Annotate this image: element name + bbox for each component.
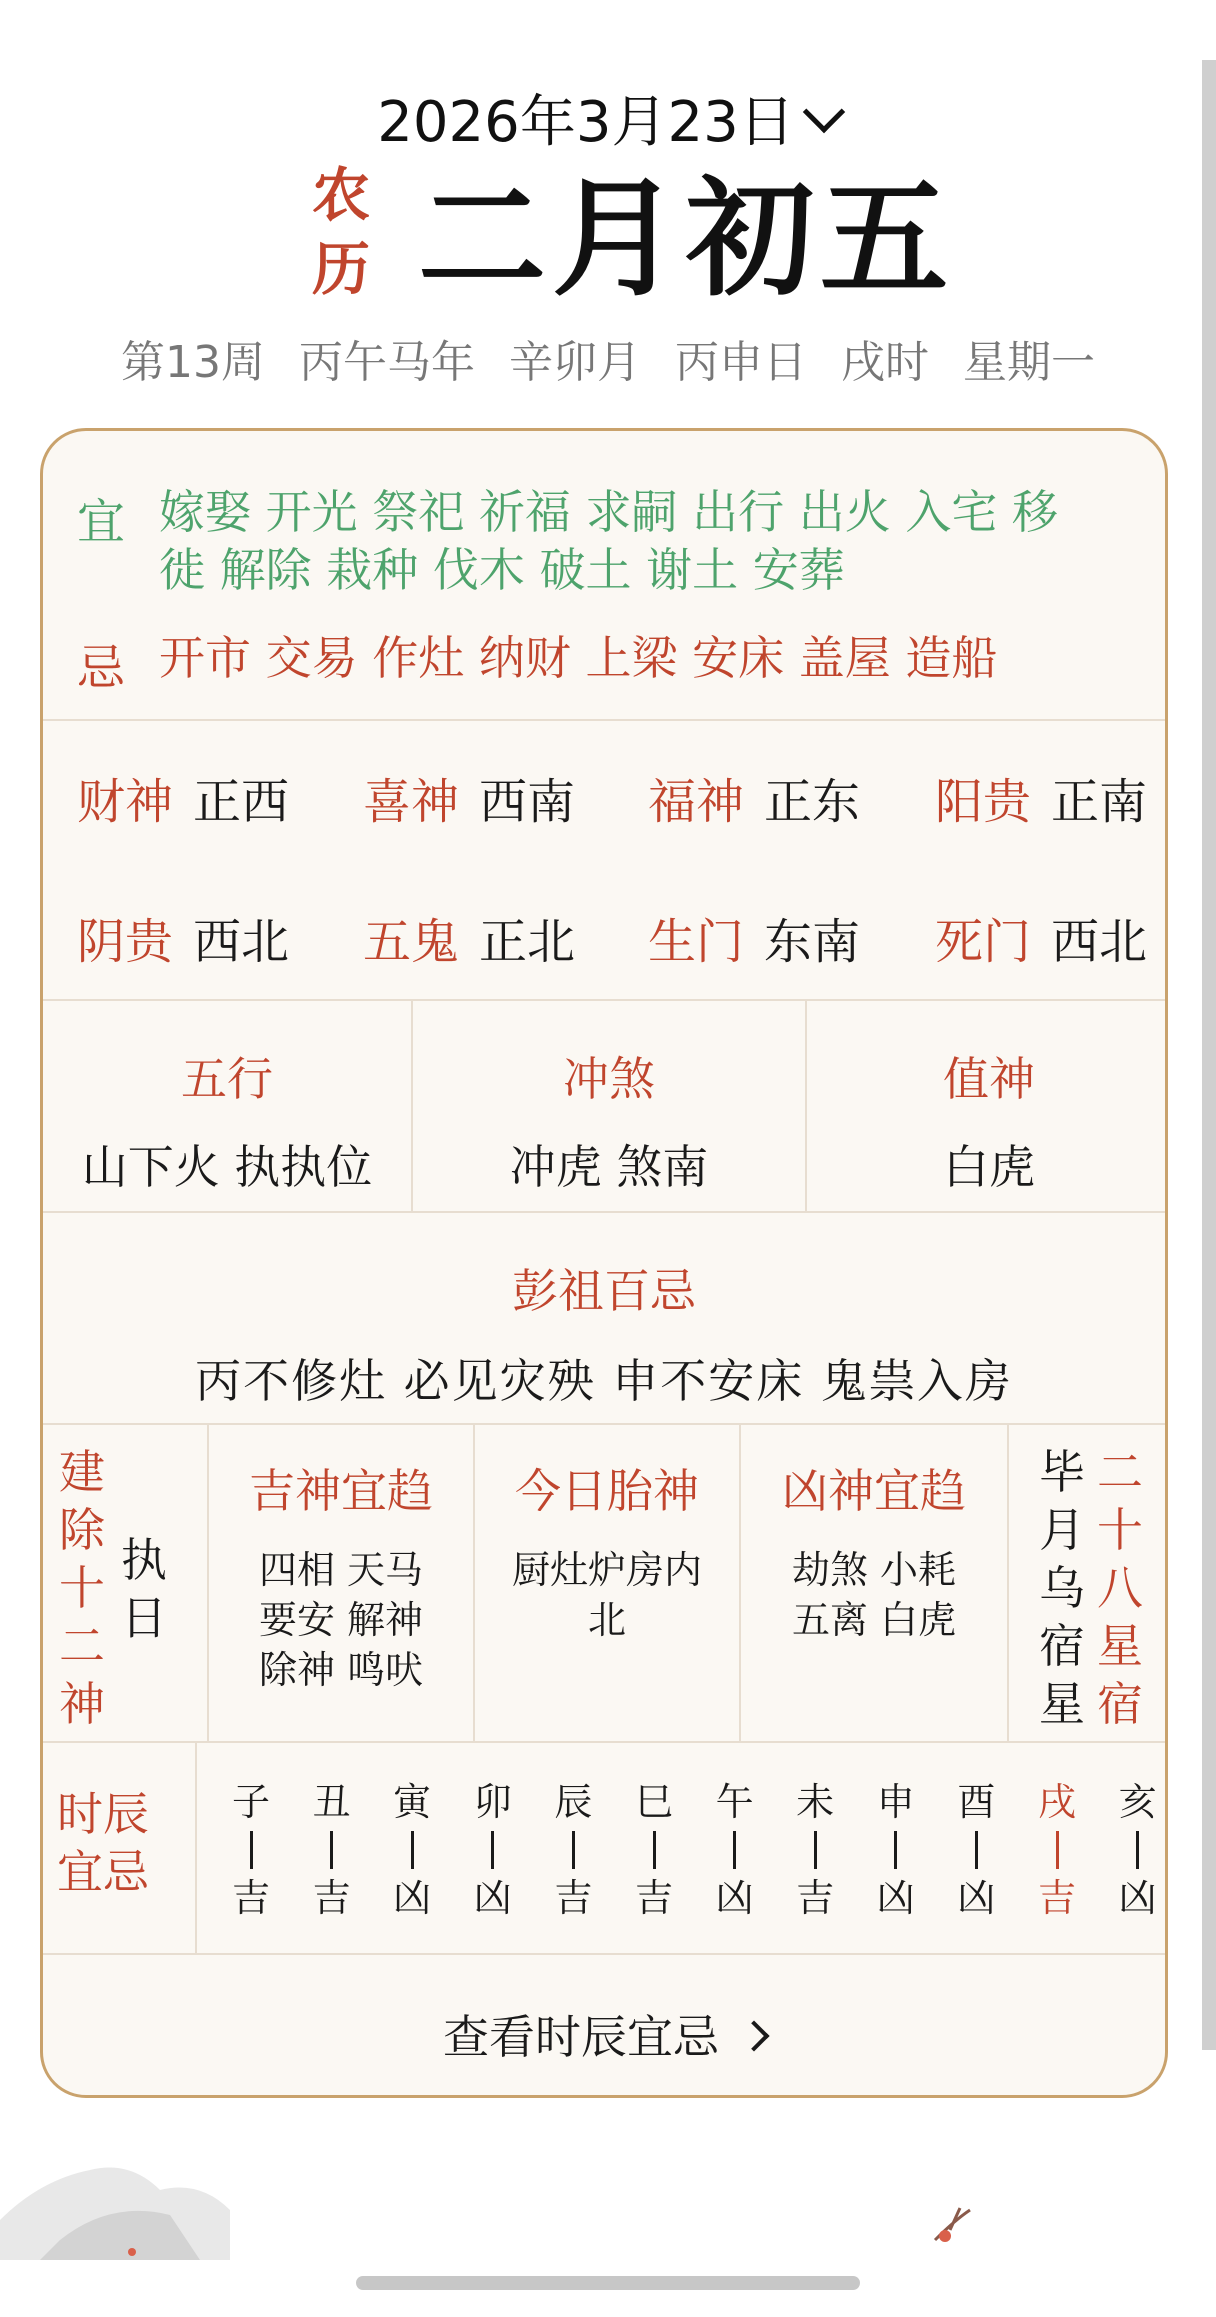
xiu-value-char: 星 xyxy=(1039,1677,1085,1731)
hour-branch: 寅 xyxy=(393,1780,432,1824)
god-item xyxy=(363,763,575,832)
jianchu-title-char: 建 xyxy=(59,1445,105,1499)
gods-section xyxy=(43,721,1165,1001)
wuxing-title: 五行 xyxy=(181,1052,273,1106)
hour-luck: 吉 xyxy=(231,1876,270,1920)
god-item xyxy=(935,763,1147,832)
god-value: 正南 xyxy=(1051,774,1148,830)
xiu-value-char: 乌 xyxy=(1039,1561,1085,1615)
month-ganzhi: 辛卯月 xyxy=(509,337,641,388)
god-item xyxy=(935,903,1147,972)
taishen-text xyxy=(475,1545,739,1645)
hour-luck: 凶 xyxy=(876,1876,915,1920)
hour-separator xyxy=(975,1831,978,1869)
xiongshen-line: 劫煞 小耗 xyxy=(791,1548,957,1592)
hour-branch: 丑 xyxy=(312,1780,351,1824)
jianchu-cell xyxy=(43,1425,209,1741)
hour-item[interactable] xyxy=(469,1779,517,1921)
xiongshen-text xyxy=(741,1545,1007,1645)
hour-luck: 凶 xyxy=(1118,1876,1157,1920)
god-value: 西南 xyxy=(479,774,576,830)
hour-item[interactable] xyxy=(388,1779,436,1921)
jianchu-title-char: 十 xyxy=(59,1561,105,1615)
ji-items: 开市 交易 作灶 纳财 上梁 安床 盖屋 造船 xyxy=(159,631,998,685)
landscape-decoration xyxy=(0,2160,1216,2260)
hour-item[interactable] xyxy=(952,1779,1000,1921)
hour-separator xyxy=(653,1831,656,1869)
god-key: 生门 xyxy=(648,914,745,970)
year-ganzhi: 丙午马年 xyxy=(299,337,475,388)
yi-label: 宜 xyxy=(77,494,126,550)
hour-item[interactable] xyxy=(791,1779,839,1921)
hour-luck: 凶 xyxy=(473,1876,512,1920)
god-key: 阴贵 xyxy=(77,914,174,970)
xiu-value-char: 毕 xyxy=(1039,1445,1085,1499)
hours-section xyxy=(43,1743,1165,1955)
jishen-title: 吉神宜趋 xyxy=(249,1464,433,1518)
hour-item[interactable] xyxy=(308,1779,356,1921)
hour-separator xyxy=(814,1831,817,1869)
hours-label-line: 时辰 xyxy=(57,1787,149,1841)
xiu-title xyxy=(1093,1443,1147,1733)
taishen-cell xyxy=(475,1425,741,1741)
pengzu-value: 丙不修灶 必见灾殃 申不安床 鬼祟入房 xyxy=(195,1354,1013,1408)
jianchu-title-char: 神 xyxy=(59,1677,105,1731)
lunar-tag xyxy=(306,158,376,306)
hour-branch: 亥 xyxy=(1118,1780,1157,1824)
hour-branch: 申 xyxy=(876,1780,915,1824)
hours-label xyxy=(57,1785,149,1901)
view-hours-button[interactable] xyxy=(443,2001,765,2067)
yi-items-line1: 嫁娶 开光 祭祀 祈福 求嗣 出行 出火 入宅 移 xyxy=(159,485,1058,539)
god-item xyxy=(77,903,289,972)
lunar-date: 二月初五 xyxy=(418,165,955,314)
ji-label: 忌 xyxy=(77,640,126,696)
hour-branch: 午 xyxy=(715,1780,754,1824)
jianchu-value xyxy=(117,1531,171,1647)
hour-item[interactable] xyxy=(1114,1779,1162,1921)
god-value: 正北 xyxy=(479,914,576,970)
god-item xyxy=(77,763,289,832)
hour-item[interactable] xyxy=(872,1779,920,1921)
jianchu-value-char: 执 xyxy=(121,1533,167,1587)
god-key: 财神 xyxy=(77,774,174,830)
hour-item[interactable] xyxy=(630,1779,678,1921)
pengzu-title: 彭祖百忌 xyxy=(512,1264,696,1318)
almanac-card xyxy=(40,428,1168,2098)
hour-branch: 巳 xyxy=(634,1780,673,1824)
hour-branch: 卯 xyxy=(473,1780,512,1824)
chongsha-value: 冲虎 煞南 xyxy=(509,1140,709,1194)
lunar-tag-char: 历 xyxy=(311,235,370,303)
weekday: 星期一 xyxy=(963,337,1095,388)
xiu-title-char: 八 xyxy=(1097,1561,1143,1615)
zhishen-value: 白虎 xyxy=(943,1140,1035,1194)
xiu-cell xyxy=(1009,1425,1168,1741)
xiongshen-cell xyxy=(741,1425,1009,1741)
week-number: 第13周 xyxy=(121,337,265,388)
jishen-line: 四相 天马 xyxy=(258,1548,424,1592)
day-ganzhi: 丙申日 xyxy=(675,337,807,388)
god-key: 福神 xyxy=(648,774,745,830)
god-key: 死门 xyxy=(935,914,1032,970)
more-section xyxy=(43,1955,1165,2098)
hour-separator xyxy=(411,1831,414,1869)
xiu-value xyxy=(1035,1443,1089,1733)
jishen-text xyxy=(209,1545,473,1695)
xiu-title-char: 十 xyxy=(1097,1503,1143,1557)
zhishen-title: 值神 xyxy=(943,1052,1035,1106)
chongsha-cell xyxy=(413,1001,807,1211)
hour-separator xyxy=(894,1831,897,1869)
jishen-line: 要安 解神 xyxy=(258,1598,424,1642)
solar-date[interactable]: 2026年3月23日 xyxy=(377,90,795,155)
xiu-value-char: 月 xyxy=(1039,1503,1085,1557)
hour-item[interactable] xyxy=(549,1779,597,1921)
god-value: 东南 xyxy=(764,914,861,970)
hour-separator xyxy=(1136,1831,1139,1869)
xiongshen-title: 凶神宜趋 xyxy=(782,1464,966,1518)
hour-separator xyxy=(1056,1831,1059,1869)
hour-luck: 凶 xyxy=(393,1876,432,1920)
hour-luck: 吉 xyxy=(554,1876,593,1920)
hour-separator xyxy=(330,1831,333,1869)
taishen-line: 北 xyxy=(587,1598,626,1642)
god-value: 正西 xyxy=(193,774,290,830)
jishen-line: 除神 鸣吠 xyxy=(258,1648,424,1692)
jianchu-value-char: 日 xyxy=(121,1591,167,1645)
hour-item[interactable] xyxy=(1033,1779,1081,1921)
hour-branch: 戌 xyxy=(1037,1780,1076,1824)
hour-ganzhi: 戌时 xyxy=(841,337,929,388)
god-item xyxy=(648,763,860,832)
xiu-title-char: 宿 xyxy=(1097,1677,1143,1731)
taishen-line: 厨灶炉房内 xyxy=(511,1548,702,1592)
home-indicator[interactable] xyxy=(356,2276,860,2290)
hour-branch: 子 xyxy=(231,1780,270,1824)
hour-luck: 吉 xyxy=(796,1876,835,1920)
jianchu-title-char: 二 xyxy=(59,1619,105,1673)
wuxing-value: 山下火 执执位 xyxy=(81,1140,373,1194)
hour-luck: 凶 xyxy=(715,1876,754,1920)
view-hours-label[interactable]: 查看时辰宜忌 xyxy=(443,2010,719,2064)
xiu-value-char: 宿 xyxy=(1039,1619,1085,1673)
spirits-section xyxy=(43,1425,1165,1743)
sub-info xyxy=(0,326,1216,390)
hour-luck: 吉 xyxy=(312,1876,351,1920)
hour-item[interactable] xyxy=(227,1779,275,1921)
hour-luck: 凶 xyxy=(957,1876,996,1920)
hour-branch: 酉 xyxy=(957,1780,996,1824)
blossom-shape xyxy=(939,2230,951,2242)
taishen-title: 今日胎神 xyxy=(515,1464,699,1518)
jishen-cell xyxy=(209,1425,475,1741)
god-item xyxy=(648,903,860,972)
god-item xyxy=(363,903,575,972)
god-value: 正东 xyxy=(764,774,861,830)
jianchu-title xyxy=(57,1443,107,1733)
date-picker[interactable] xyxy=(0,78,1216,158)
god-value: 西北 xyxy=(193,914,290,970)
yi-items-line2: 徙 解除 栽种 伐木 破土 谢土 安葬 xyxy=(159,543,845,597)
hour-luck: 吉 xyxy=(1037,1876,1076,1920)
chongsha-title: 冲煞 xyxy=(563,1052,655,1106)
chevron-right-icon[interactable] xyxy=(738,2020,769,2051)
hours-divider xyxy=(195,1743,197,1953)
hour-separator xyxy=(250,1831,253,1869)
zhishen-cell xyxy=(807,1001,1168,1211)
god-value: 西北 xyxy=(1051,914,1148,970)
god-key: 喜神 xyxy=(363,774,460,830)
yi-ji-section xyxy=(43,431,1165,721)
hour-branch: 未 xyxy=(796,1780,835,1824)
wuxing-chongsha-zhishen xyxy=(43,1001,1165,1213)
hour-branch: 辰 xyxy=(554,1780,593,1824)
blossom-shape xyxy=(128,2248,136,2256)
hour-separator xyxy=(572,1831,575,1869)
hour-separator xyxy=(733,1831,736,1869)
chevron-down-icon[interactable] xyxy=(802,91,844,133)
hour-luck: 吉 xyxy=(634,1876,673,1920)
god-key: 五鬼 xyxy=(363,914,460,970)
hours-label-line: 宜忌 xyxy=(57,1845,149,1899)
xiu-title-char: 二 xyxy=(1097,1445,1143,1499)
hour-separator xyxy=(491,1831,494,1869)
jianchu-title-char: 除 xyxy=(59,1503,105,1557)
lunar-tag-char: 农 xyxy=(311,161,370,229)
hour-item[interactable] xyxy=(711,1779,759,1921)
god-key: 阳贵 xyxy=(935,774,1032,830)
xiongshen-line: 五离 白虎 xyxy=(791,1598,957,1642)
pengzu-section xyxy=(43,1213,1165,1425)
wuxing-cell xyxy=(43,1001,413,1211)
xiu-title-char: 星 xyxy=(1097,1619,1143,1673)
